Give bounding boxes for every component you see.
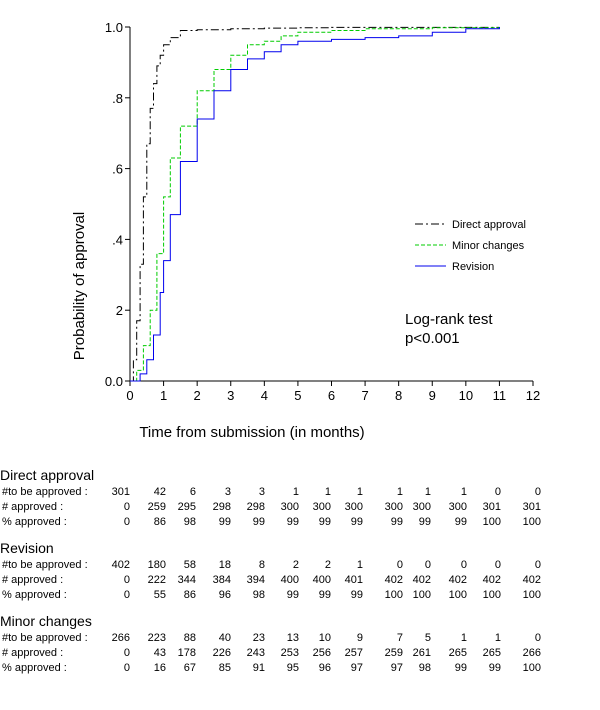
risk-cell: 99 (488, 662, 501, 674)
risk-cell: 8 (258, 559, 265, 571)
risk-cell: 226 (212, 647, 231, 659)
risk-group (0, 612, 600, 676)
risk-row (0, 515, 600, 530)
x-tick-label: 11 (492, 388, 507, 403)
risk-cell: 300 (312, 501, 331, 513)
risk-cell: 0 (123, 501, 130, 513)
y-tick-label: .6 (112, 161, 123, 177)
risk-group-title: Minor changes (0, 613, 92, 629)
risk-cell: 100 (522, 589, 541, 601)
risk-cell: 99 (218, 516, 231, 528)
risk-cell: 300 (280, 501, 299, 513)
risk-cell: 301 (522, 501, 541, 513)
risk-cell: 265 (482, 647, 501, 659)
risk-cell: 16 (153, 662, 166, 674)
risk-cell: 100 (482, 516, 501, 528)
risk-cell: 100 (448, 589, 467, 601)
risk-row (0, 485, 600, 500)
risk-cell: 223 (147, 632, 166, 644)
risk-cell: 99 (318, 516, 331, 528)
y-tick-label: .4 (112, 232, 123, 248)
risk-row (0, 558, 600, 573)
risk-cell: 99 (252, 516, 265, 528)
risk-cell: 99 (454, 662, 467, 674)
risk-cell: 402 (522, 574, 541, 586)
risk-cell: 301 (482, 501, 501, 513)
risk-cell: 99 (286, 589, 299, 601)
legend-label: Minor changes (452, 240, 525, 252)
logrank-title: Log-rank test (405, 311, 493, 328)
risk-cell: 1 (424, 486, 431, 498)
risk-row-label: # approved : (2, 501, 64, 513)
risk-cell: 99 (390, 516, 403, 528)
risk-cell: 1 (356, 486, 363, 498)
risk-cell: 300 (344, 501, 363, 513)
risk-cell: 100 (384, 589, 403, 601)
risk-cell: 10 (318, 632, 331, 644)
legend (415, 219, 526, 273)
risk-cell: 402 (111, 559, 130, 571)
risk-cell: 3 (224, 486, 231, 498)
risk-cell: 0 (123, 589, 130, 601)
x-tick-label: 2 (193, 388, 201, 403)
x-axis-title: Time from submission (in months) (139, 424, 365, 441)
risk-row-label: # approved : (2, 574, 64, 586)
risk-row (0, 661, 600, 676)
risk-cell: 384 (212, 574, 231, 586)
risk-cell: 18 (218, 559, 231, 571)
risk-cell: 180 (147, 559, 166, 571)
risk-cell: 88 (183, 632, 196, 644)
risk-cell: 0 (123, 574, 130, 586)
risk-cell: 300 (412, 501, 431, 513)
risk-cell: 298 (212, 501, 231, 513)
risk-cell: 97 (390, 662, 403, 674)
risk-cell: 266 (111, 632, 130, 644)
risk-cell: 0 (494, 559, 501, 571)
y-tick-label: .8 (112, 90, 123, 106)
risk-cell: 1 (292, 486, 299, 498)
risk-group-title: Direct approval (0, 467, 95, 483)
x-tick-label: 10 (458, 388, 474, 403)
risk-row (0, 573, 600, 588)
risk-cell: 98 (418, 662, 431, 674)
risk-cell: 256 (312, 647, 331, 659)
risk-group (0, 466, 600, 530)
risk-cell: 100 (522, 516, 541, 528)
risk-cell: 394 (246, 574, 265, 586)
risk-cell: 295 (177, 501, 196, 513)
risk-row-label: #to be approved : (2, 632, 88, 644)
risk-cell: 1 (324, 486, 331, 498)
risk-cell: 96 (318, 662, 331, 674)
risk-cell: 97 (350, 662, 363, 674)
risk-cell: 253 (280, 647, 299, 659)
risk-row (0, 588, 600, 603)
risk-row-label: #to be approved : (2, 559, 88, 571)
risk-cell: 6 (189, 486, 196, 498)
risk-row-label: # approved : (2, 647, 64, 659)
risk-cell: 0 (534, 559, 541, 571)
risk-cell: 1 (460, 632, 467, 644)
risk-cell: 1 (460, 486, 467, 498)
risk-cell: 1 (356, 559, 363, 571)
y-tick-label: 0.0 (104, 374, 123, 389)
risk-cell: 300 (384, 501, 403, 513)
risk-group-title: Revision (0, 540, 54, 556)
risk-cell: 99 (350, 516, 363, 528)
risk-cell: 42 (153, 486, 166, 498)
risk-row (0, 500, 600, 515)
risk-cell: 178 (177, 647, 196, 659)
y-tick-label: 1.0 (104, 20, 123, 35)
risk-cell: 99 (286, 516, 299, 528)
risk-cell: 0 (123, 516, 130, 528)
risk-row-label: % approved : (2, 662, 67, 674)
risk-cell: 1 (396, 486, 403, 498)
risk-group (0, 539, 600, 603)
risk-cell: 257 (344, 647, 363, 659)
risk-cell: 3 (258, 486, 265, 498)
x-tick-label: 1 (159, 388, 168, 403)
risk-cell: 401 (344, 574, 363, 586)
risk-cell: 259 (384, 647, 403, 659)
x-tick-label: 12 (525, 388, 541, 403)
risk-cell: 2 (324, 559, 331, 571)
risk-cell: 100 (482, 589, 501, 601)
risk-cell: 55 (153, 589, 166, 601)
risk-cell: 0 (460, 559, 467, 571)
risk-cell: 99 (418, 516, 431, 528)
risk-row (0, 646, 600, 661)
logrank-pvalue: p<0.001 (405, 330, 460, 347)
risk-cell: 40 (218, 632, 231, 644)
legend-label: Revision (452, 261, 495, 273)
risk-cell: 402 (448, 574, 467, 586)
y-tick-label: 2 (115, 303, 123, 319)
risk-cell: 13 (286, 632, 299, 644)
risk-cell: 300 (448, 501, 467, 513)
risk-cell: 98 (183, 516, 196, 528)
risk-cell: 266 (522, 647, 541, 659)
risk-cell: 344 (177, 574, 196, 586)
risk-cell: 96 (218, 589, 231, 601)
risk-row-label: #to be approved : (2, 486, 88, 498)
risk-row-label: % approved : (2, 589, 67, 601)
risk-cell: 400 (280, 574, 299, 586)
risk-cell: 402 (412, 574, 431, 586)
risk-cell: 0 (424, 559, 431, 571)
risk-cell: 0 (494, 486, 501, 498)
risk-cell: 0 (123, 647, 130, 659)
risk-cell: 0 (534, 632, 541, 644)
risk-cell: 2 (292, 559, 299, 571)
risk-cell: 9 (356, 632, 363, 644)
risk-cell: 301 (111, 486, 130, 498)
risk-cell: 402 (482, 574, 501, 586)
x-tick-label: 3 (227, 388, 235, 403)
axes (105, 20, 540, 403)
risk-cell: 0 (396, 559, 403, 571)
risk-cell: 67 (183, 662, 196, 674)
risk-cell: 23 (252, 632, 265, 644)
legend-label: Direct approval (452, 219, 526, 231)
risk-cell: 99 (454, 516, 467, 528)
risk-table (0, 466, 600, 685)
risk-cell: 265 (448, 647, 467, 659)
risk-cell: 100 (412, 589, 431, 601)
risk-cell: 86 (183, 589, 196, 601)
risk-cell: 243 (246, 647, 265, 659)
risk-cell: 0 (123, 662, 130, 674)
risk-cell: 91 (252, 662, 265, 674)
risk-cell: 99 (318, 589, 331, 601)
risk-cell: 43 (153, 647, 166, 659)
risk-row (0, 631, 600, 646)
risk-cell: 5 (424, 632, 431, 644)
x-tick-label: 9 (428, 388, 436, 403)
y-axis-title: Probability of approval (71, 211, 88, 361)
risk-cell: 58 (183, 559, 196, 571)
risk-cell: 222 (147, 574, 166, 586)
risk-cell: 0 (534, 486, 541, 498)
risk-cell: 402 (384, 574, 403, 586)
risk-cell: 98 (252, 589, 265, 601)
risk-cell: 7 (396, 632, 403, 644)
risk-row-label: % approved : (2, 516, 67, 528)
risk-cell: 298 (246, 501, 265, 513)
risk-cell: 261 (412, 647, 431, 659)
x-tick-label: 7 (361, 388, 369, 403)
risk-cell: 400 (312, 574, 331, 586)
x-tick-label: 6 (327, 388, 336, 403)
x-tick-label: 8 (395, 388, 403, 403)
risk-cell: 95 (286, 662, 299, 674)
risk-cell: 86 (153, 516, 166, 528)
x-tick-label: 5 (294, 388, 302, 403)
risk-cell: 100 (522, 662, 541, 674)
x-tick-label: 0 (126, 388, 134, 403)
risk-cell: 259 (147, 501, 166, 513)
risk-cell: 1 (494, 632, 501, 644)
risk-cell: 99 (350, 589, 363, 601)
risk-cell: 85 (218, 662, 231, 674)
x-tick-label: 4 (260, 388, 268, 403)
